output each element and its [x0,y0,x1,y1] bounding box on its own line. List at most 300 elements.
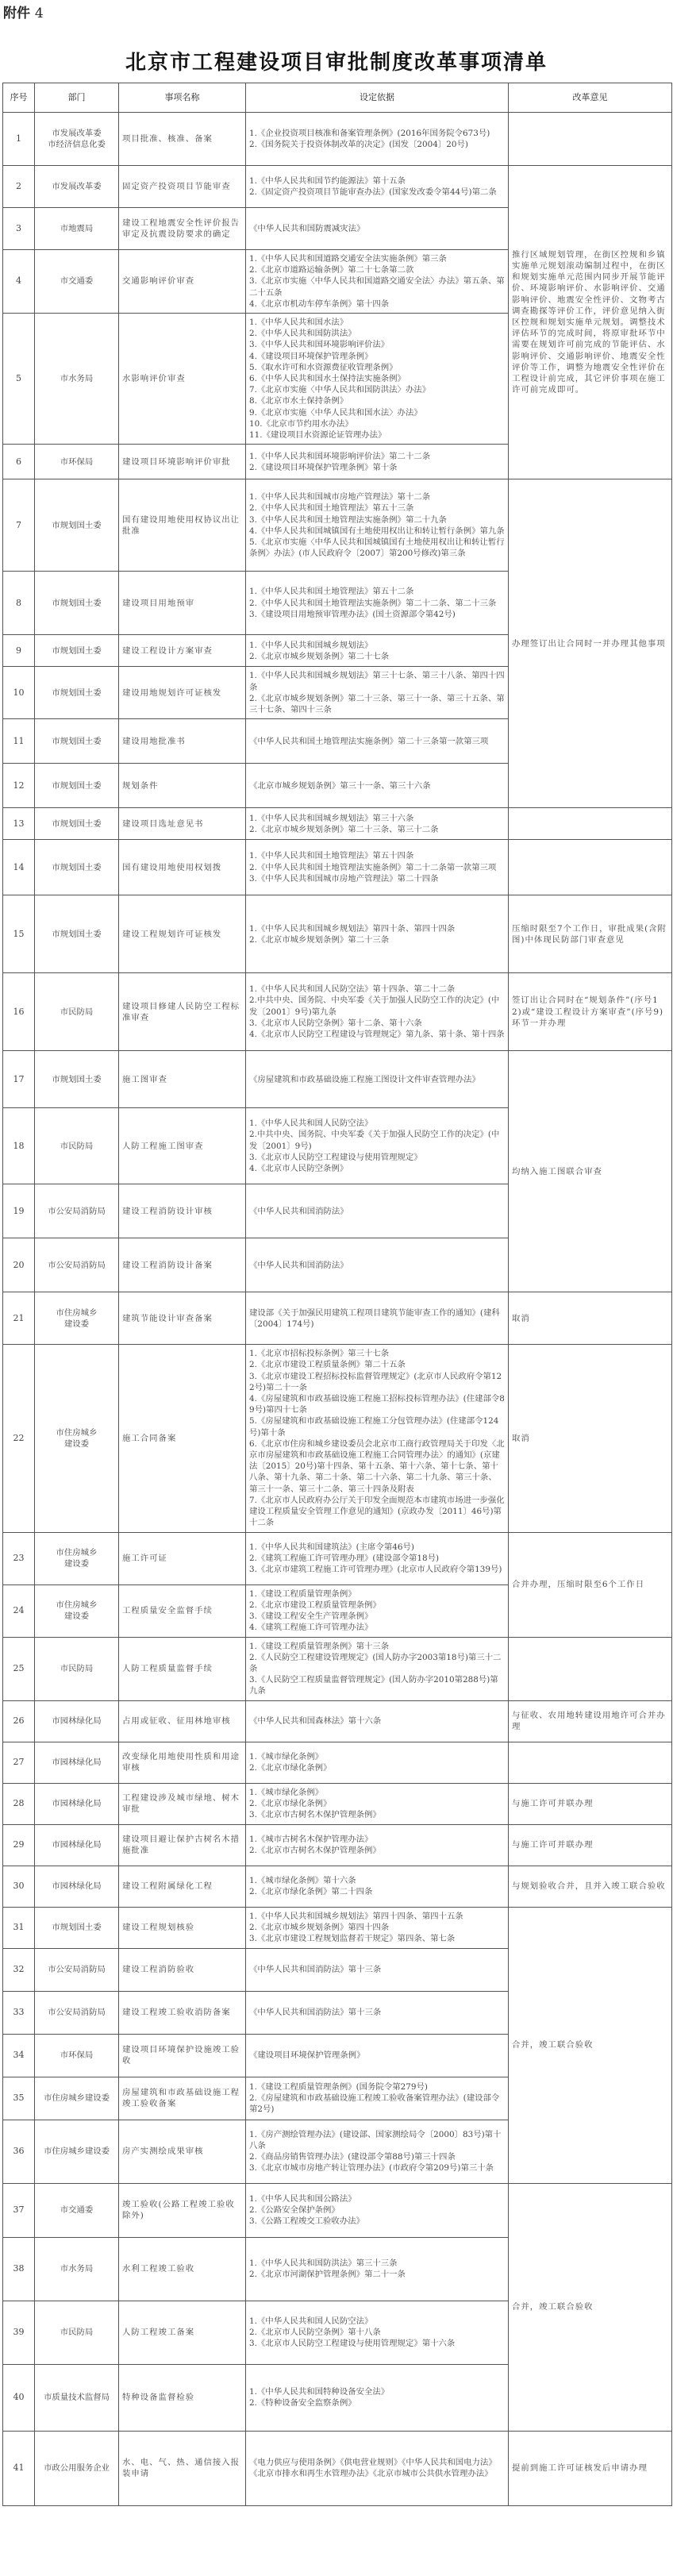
row-number: 34 [3,2034,35,2077]
legal-basis-line: 2.《北京市建设工程质量管理条例》 [249,1600,381,1610]
reform-opinion: 与施工许可并联办理 [509,1824,672,1866]
department-cell [35,2077,119,2120]
legal-basis-line: 1.《房产测绘管理办法》(建设部、国家测绘局令〔2000〕83号)第十八条 [249,2129,502,2151]
legal-basis-line: 4.《中华人民共和国城镇国有土地使用权出让和转让暂行条例》第九条 [249,526,505,536]
department-name: 市公安局消防局 [48,2007,106,2017]
legal-basis-cell [246,2237,509,2301]
legal-basis-line: 2.《北京市城乡规划条例》第二十三条、第三十二条 [249,824,439,834]
legal-basis-line: 1.《中华人民共和国城乡规划法》第三十六条 [249,813,414,823]
table-row [3,1824,672,1866]
department-name: 市规划国土委 [52,645,102,656]
department-name: 市民防局 [60,2327,94,2337]
department-name: 市发展改革委 [52,181,102,191]
legal-basis-line: 7.《北京市人民政府办公厅关于印发全面规范本市建筑市场进一步强化建设工程质量安全管理工作意见的通知》(京政办发〔2011〕46号)第十二条 [249,1495,505,1528]
department-name: 市交通委 [60,276,94,287]
item-name: 建设工程消防验收 [119,1948,246,1991]
legal-basis-cell [246,1184,509,1238]
legal-basis-line: 2.《中华人民共和国土地管理法实施条例》第二十二条第一款第三项 [249,862,497,872]
item-name: 水影响评价审查 [119,314,246,445]
row-number: 39 [3,2301,35,2364]
legal-basis-line: 《房屋建筑和市政基础设施工程施工图设计文件审查管理办法》 [249,1074,480,1084]
legal-basis-cell [246,445,509,479]
attachment-label [3,2,44,21]
legal-basis-cell [246,1108,509,1184]
table-row [3,1866,672,1907]
legal-basis-line: 3.《北京市建设工程规划监督若干规定》第四条、第七条 [249,1934,456,1944]
legal-basis-cell [246,764,509,808]
department-name: 市规划国土委 [52,929,102,939]
legal-basis-line: 2.《特种设备安全监察条例》 [249,2398,356,2409]
legal-basis-line: 2.《北京市人民防空条例》第十八条 [249,2327,381,2337]
legal-basis-line: 3.《人民防空工程质量监督管理规定》(国人防办字2010第288号)第九条 [249,1675,498,1696]
row-number: 18 [3,1108,35,1184]
legal-basis-cell [246,2364,509,2431]
item-name: 建设工程规划许可证核发 [119,895,246,973]
legal-basis-line: 3.《北京市城市房地产转让管理办法》(市政府令第209号)第三十条 [249,2163,494,2174]
item-name: 人防工程质量监督手续 [119,1637,246,1700]
row-number: 4 [3,250,35,314]
department-cell [35,840,119,895]
department-cell [35,2364,119,2431]
legal-basis-line: 1.《中华人民共和国城乡规划法》第四十条、第四十四条 [249,923,456,934]
legal-basis-cell [246,1238,509,1292]
legal-basis-cell [246,2431,509,2505]
legal-basis-line: 3.《中华人民共和国环境影响评价法》 [249,340,390,350]
legal-basis-cell [246,208,509,250]
department-name: 市交通委 [60,2204,94,2215]
reform-opinion: 推行区域规划管理，在街区控规和乡镇实施单元规划滚动编制过程中，在街区和规划实施单元范围内同步开展节能评价、环境影响评价、水影响评价、交通影响评价、地震安全性评价、文物考古调查勘探等评价工作，评价意见纳入街区控规和规划实施单元规划。调整技术评估环节的完成时间，将原审批环节中需要在规划许可前完成的节能评估、水影响评价、交通影响评价、地震安全性评价等工作，调整为地震安全性评价在工程设计前完成，其它评价事项在施工许可前完成即可。 [509,166,672,479]
table-row [3,1700,672,1742]
row-number: 19 [3,1184,35,1238]
department-name: 市质量技术监督局 [43,2392,110,2402]
legal-basis-cell [246,250,509,314]
row-number: 17 [3,1051,35,1108]
legal-basis-line: 1.《建设工程质量管理条例》(国务院令第279号) [249,2081,428,2092]
reform-opinion [509,1637,672,1700]
department-cell [35,1051,119,1108]
department-cell [35,1742,119,1783]
legal-basis-line: 1.《中华人民共和国城乡规划法》第三十七条、第三十八条、第四十四条 [249,671,505,692]
legal-basis-cell [246,635,509,667]
item-name: 建设项目环境保护设施竣工验收 [119,2034,246,2077]
legal-basis-line: 1.《中华人民共和国道路交通安全法实施条例》第三条 [249,254,447,264]
row-number: 9 [3,635,35,667]
legal-basis-line: 1.《中华人民共和国城乡规划法》 [249,640,373,650]
row-number: 3 [3,208,35,250]
reform-opinion: 与规划验收合并，且并入竣工联合验收 [509,1866,672,1907]
legal-basis-cell [246,1742,509,1783]
row-number: 21 [3,1292,35,1345]
legal-basis-line: 4.《北京市机动车停车条例》第十四条 [249,298,390,309]
legal-basis-line: 2.《北京市城乡规划条例》第四十四条 [249,1922,390,1932]
department-cell [35,250,119,314]
item-name: 施工合同备案 [119,1345,246,1532]
row-number: 41 [3,2431,35,2505]
legal-basis-cell [246,479,509,572]
table-row [3,1532,672,1584]
department-name: 市住房城乡建设委 [43,2093,110,2103]
legal-basis-line: 1.《中华人民共和国城乡规划法》第四十四条、第四十五条 [249,1911,463,1921]
legal-basis-cell [246,1345,509,1532]
legal-basis-cell [246,1532,509,1584]
department-name: 市规划国土委 [52,862,102,872]
column-header-item: 事项名称 [119,83,246,113]
legal-basis-line: 11.《建设项目水资源论证管理办法》 [249,430,386,441]
department-cell [35,667,119,719]
row-number: 6 [3,445,35,479]
row-number: 40 [3,2364,35,2431]
reform-opinion [509,840,672,895]
legal-basis-cell [246,572,509,635]
reform-opinion: 压缩时限至7个工作日，审批成果(含附图)中体现民防部门审查意见 [509,895,672,973]
legal-basis-line: 3.《中华人民共和国土地管理法实施条例》第二十九条 [249,514,447,525]
legal-basis-line: 《北京市城乡规划条例》第三十一条、第三十六条 [249,780,431,791]
legal-basis-cell [246,1292,509,1345]
item-name: 建筑节能设计审查备案 [119,1292,246,1345]
department-name: 市公安局消防局 [48,1964,106,1974]
department-name: 市园林绿化局 [52,1715,102,1726]
department-cell [35,166,119,208]
item-name: 建设工程消防设计审核 [119,1184,246,1238]
row-number: 25 [3,1637,35,1700]
legal-basis-line: 1.《建设工程质量管理条例》 [249,1588,356,1599]
item-name: 建设工程附属绿化工程 [119,1866,246,1907]
legal-basis-line: 1.《中华人民共和国人民防空法》 [249,2316,373,2326]
row-number: 11 [3,719,35,764]
table-row [3,973,672,1051]
legal-basis-line: 3.《建设项目用地预审管理办法》(国土资源部令第42号) [249,609,456,619]
row-number: 13 [3,808,35,840]
legal-basis-cell [246,2034,509,2077]
legal-basis-line: 2.《公路安全保护条例》 [249,2204,340,2215]
legal-basis-line: 3.《北京市建设工程招标投标监督管理规定》(北京市人民政府令第122号)第二十一条 [249,1371,502,1392]
item-name: 建设用地批准书 [119,719,246,764]
department-cell [35,1783,119,1824]
department-cell [35,635,119,667]
legal-basis-line: 4.《北京市人民防空工程建设与管理规定》第九条、第十条、第十四条 [249,1030,505,1040]
legal-basis-line: 2.《房屋建筑和市政基础设施工程竣工验收备案管理办法》(建设部令第2号) [249,2093,500,2115]
reform-opinion: 取消 [509,1292,672,1345]
item-name: 建设工程设计方案审查 [119,635,246,667]
department-cell [35,719,119,764]
department-name: 市地震局 [60,223,94,233]
item-name: 施工许可证 [119,1532,246,1584]
department-name: 市水务局 [60,374,94,384]
department-cell [35,572,119,635]
legal-basis-line: 3.《公路工程竣交工验收办法》 [249,2216,364,2227]
department-name: 市住房城乡建设委 [43,2146,110,2156]
legal-basis-cell [246,2120,509,2183]
item-name: 人防工程施工图审查 [119,1108,246,1184]
legal-basis-line: 《中华人民共和国森林法》第十六条 [249,1715,382,1726]
row-number: 35 [3,2077,35,2120]
item-name: 建设工程竣工验收消防备案 [119,1991,246,2034]
row-number: 30 [3,1866,35,1907]
table-row [3,1742,672,1783]
legal-basis-line: 1.《中华人民共和国环境影响评价法》第二十二条 [249,451,431,461]
row-number: 33 [3,1991,35,2034]
row-number: 24 [3,1584,35,1637]
department-name: 市环保局 [60,2050,94,2060]
row-number: 14 [3,840,35,895]
row-number: 23 [3,1532,35,1584]
legal-basis-line: 2.中共中央、国务院、中央军委《关于加强人民防空工作的决定》(中发〔2001〕9号) [249,1130,500,1151]
legal-basis-cell [246,1824,509,1866]
row-number: 28 [3,1783,35,1824]
department-name: 市住房城乡 [56,1307,98,1318]
legal-basis-line: 5.《取水许可和水资源费征收管理条例》 [249,362,398,372]
row-number: 38 [3,2237,35,2301]
table-header-row [3,83,672,113]
row-number: 37 [3,2183,35,2237]
legal-basis-cell [246,314,509,445]
legal-basis-line: 3.《北京市人民防空条例》第十二条、第十六条 [249,1018,422,1028]
legal-basis-line: 2.《人民防空工程建设管理规定》(国人防办字2003第18号)第三十二条 [249,1652,502,1673]
department-cell [35,1948,119,1991]
item-name: 竣工验收(公路工程竣工验收除外) [119,2183,246,2237]
item-name: 人防工程竣工备案 [119,2301,246,2364]
department-name: 市园林绿化局 [52,1881,102,1891]
legal-basis-line: 1.《企业投资项目核准和备案管理条例》(2016年国务院令673号) [249,128,490,138]
department-cell [35,1108,119,1184]
legal-basis-line: 6.《北京市住房和城乡建设委员会北京市工商行政管理局关于印发〈北京市房屋建筑和市政基础设施工程施工合同管理办法〉的通知》(京建法〔2015〕20号)第十四条、第十五条、第十六条、第十七条、第十八条、第十九条、第二十条、第二十六条、第二十九条、第三十条、第三十一条、第三十二条、第三十四条及附表 [249,1438,505,1494]
legal-basis-line: 2.《中华人民共和国土地管理法实施条例》第二十二条、第二十三条 [249,598,497,608]
legal-basis-line: 2.《商品房销售管理办法》(建设部令第88号)第三十四条 [249,2152,456,2162]
row-number: 10 [3,667,35,719]
legal-basis-cell [246,1051,509,1108]
legal-basis-line: 2.《建设项目环境保护管理条例》第十条 [249,462,398,472]
row-number: 16 [3,973,35,1051]
legal-basis-line: 2.《北京市绿化条例》第二十四条 [249,1887,373,1897]
department-name: 市住房城乡 [56,1600,98,1610]
department-cell [35,808,119,840]
item-name: 特种设备监督检验 [119,2364,246,2431]
table-row [3,1637,672,1700]
item-name: 建设项目选址意见书 [119,808,246,840]
department-cell [35,2120,119,2183]
item-name: 建设项目用地预审 [119,572,246,635]
item-name: 国有建设用地使用权协议出让批准 [119,479,246,572]
column-header-dept: 部门 [35,83,119,113]
department-name: 市规划国土委 [52,1074,102,1084]
table-row [3,1345,672,1532]
legal-basis-line: 1.《中华人民共和国水法》 [249,318,348,328]
row-number: 26 [3,1700,35,1742]
table-row [3,2431,672,2505]
reform-opinion: 合并办理，压缩时限至6个工作日 [509,1532,672,1637]
legal-basis-cell [246,113,509,166]
legal-basis-line: 10.《北京市节约用水办法》 [249,418,353,429]
column-header-no: 序号 [3,83,35,113]
legal-basis-line: 2.《北京市河湖保护管理条例》第二十一条 [249,2270,406,2280]
department-name: 市园林绿化局 [52,1839,102,1850]
legal-basis-line: 1.《中华人民共和国特种设备安全法》 [249,2386,390,2397]
legal-basis-line: 7.《北京市实施〈中华人民共和国防洪法〉办法》 [249,385,431,395]
item-name: 工程建设涉及城市绿地、树木审批 [119,1783,246,1824]
reform-opinion [509,113,672,166]
department-cell [35,895,119,973]
attachment-number: 4 [34,6,44,21]
item-name: 规划条件 [119,764,246,808]
department-cell [35,1584,119,1637]
legal-basis-line: 1.《中华人民共和国防洪法》第三十三条 [249,2258,398,2268]
legal-basis-line: 2.《北京市道路运输条例》第二十七条第二款 [249,265,414,275]
department-cell [35,1238,119,1292]
legal-basis-line: 6.《中华人民共和国水土保持法实施条例》 [249,374,406,384]
department-cell [35,1700,119,1742]
row-number: 32 [3,1948,35,1991]
legal-basis-line: 1.《中华人民共和国人民防空法》 [249,1119,373,1129]
department-cell [35,764,119,808]
legal-basis-line: 3.《北京市人民防空工程建设与使用管理规定》第十六条 [249,2339,456,2349]
department-cell [35,2034,119,2077]
item-name: 建设项目修建人民防空工程标准审查 [119,973,246,1051]
department-name: 市民防局 [60,1663,94,1673]
department-name: 市规划国土委 [52,687,102,698]
item-name: 建设工程消防设计备案 [119,1238,246,1292]
legal-basis-line: 4.《建设项目环境保护管理条例》 [249,351,373,361]
legal-basis-line: 4.《北京市人民防空条例》 [249,1164,348,1174]
department-name: 建设委 [63,1319,90,1329]
item-name: 占用或征收、征用林地审核 [119,1700,246,1742]
item-name: 水利工程竣工验收 [119,2237,246,2301]
department-name: 市规划国土委 [52,598,102,608]
legal-basis-line: 3.《北京市古树名木保护管理条例》 [249,1810,381,1820]
department-cell [35,1184,119,1238]
legal-basis-line: 5.《北京市实施〈中华人民共和国城镇国有土地使用权出让和转让暂行条例〉办法》(市人民政府令〔2007〕第200号修改)第三条 [249,537,505,559]
legal-basis-line: 1.《北京市招标投标条例》第三十七条 [249,1349,390,1359]
legal-basis-line: 1.《中华人民共和国城市房地产管理法》第十二条 [249,492,431,502]
legal-basis-line: 1.《中华人民共和国土地管理法》第五十四条 [249,851,414,861]
legal-basis-line: 1.《中华人民共和国建筑法》(主席令第46号) [249,1542,414,1552]
department-cell [35,314,119,445]
department-cell [35,2301,119,2364]
reform-opinion [509,1742,672,1783]
department-cell [35,479,119,572]
department-cell [35,1991,119,2034]
legal-basis-line: 《中华人民共和国土地管理法实施条例》第二十三条第一款第三项 [249,736,489,746]
legal-basis-cell [246,1700,509,1742]
reform-opinion: 与施工许可并联办理 [509,1783,672,1824]
reform-opinion: 办理签订出让合同时一并办理其他事项 [509,479,672,808]
legal-basis-line: 8.《北京市水土保持条例》 [249,396,348,406]
table-row [3,113,672,166]
legal-basis-cell [246,1866,509,1907]
legal-basis-line: 2.《建筑工程施工许可管理办理》(建设部令第18号) [249,1553,440,1563]
legal-basis-cell [246,667,509,719]
legal-basis-line: 2.《北京市绿化条例》 [249,1798,332,1808]
item-name: 施工图审查 [119,1051,246,1108]
department-cell [35,1866,119,1907]
department-name: 市规划国土委 [52,1922,102,1932]
department-name: 市规划国土委 [52,818,102,829]
row-number: 22 [3,1345,35,1532]
legal-basis-line: 2.《国务院关于投资体制改革的决定》(国发〔2004〕20号) [249,140,468,149]
department-name: 市民防局 [60,1007,94,1017]
department-name: 市经济信息化委 [48,140,106,149]
legal-basis-cell [246,166,509,208]
department-name: 建设委 [63,1438,90,1449]
item-name: 建设项目环境影响评价审批 [119,445,246,479]
legal-basis-line: 《中华人民共和国消防法》第十三条 [249,1964,382,1974]
legal-basis-line: 2.《中华人民共和国土地管理法》第五十三条 [249,503,414,514]
department-name: 市住房城乡 [56,1427,98,1438]
legal-basis-cell [246,1637,509,1700]
department-name: 市公安局消防局 [48,1206,106,1216]
legal-basis-cell [246,1991,509,2034]
department-cell [35,113,119,166]
legal-basis-line: 4.《建筑工程施工许可管理办法》 [249,1623,373,1633]
reform-opinion: 取消 [509,1345,672,1532]
legal-basis-line: 3.《北京市建筑工程施工许可管理办理》(北京市人民政府令第139号) [249,1565,502,1575]
department-cell [35,208,119,250]
department-name: 市规划国土委 [52,736,102,746]
table-row [3,1907,672,1948]
department-name: 建设委 [63,1559,90,1569]
reform-opinion: 均纳入施工图联合审查 [509,1051,672,1292]
item-name: 房产实测绘成果审核 [119,2120,246,2183]
legal-basis-line: 5.《房屋建筑和市政基础设施工程施工分包管理办法》(住建部令124号)第十条 [249,1416,499,1438]
legal-basis-line: 2.中共中央、国务院、中央军委《关于加强人民防空工作的决定》(中发〔2001〕9号)第九条 [249,995,500,1017]
item-name: 建设用地规划许可证核发 [119,667,246,719]
legal-basis-line: 1.《城市绿化条例》 [249,1787,324,1797]
department-cell [35,1637,119,1700]
department-name: 建设委 [63,1611,90,1621]
reform-opinion: 与征收、农用地转建设用地许可合并办理 [509,1700,672,1742]
legal-basis-line: 1.《中华人民共和国土地管理法》第五十二条 [249,587,414,597]
legal-basis-cell [246,2183,509,2237]
department-cell [35,1345,119,1532]
page-title: 北京市工程建设项目审批制度改革事项清单 [125,51,548,75]
legal-basis-line: 1.《城市古树名木保护管理办法》 [249,1834,373,1844]
table-row [3,1051,672,1108]
table-row [3,479,672,572]
legal-basis-line: 1.《中华人民共和国人民防空法》第十四条、第二十二条 [249,984,456,995]
item-name: 项目批准、核准、备案 [119,113,246,166]
row-number: 31 [3,1907,35,1948]
legal-basis-line: 3.《建设工程安全生产管理条例》 [249,1611,373,1621]
department-name: 市政公用服务企业 [43,2462,110,2473]
legal-basis-cell [246,1948,509,1991]
legal-basis-line: 3.《北京市实施〈中华人民共和国道路交通安全法〉办法》第五条、第二十五条 [249,276,505,298]
department-cell [35,2237,119,2301]
reform-opinion: 签订出让合同时在“规划条件”(序号12)或“建设工程设计方案审查”(序号9)环节一并办理 [509,973,672,1051]
row-number: 2 [3,166,35,208]
legal-basis-line: 2.《中华人民共和国防洪法》 [249,329,356,339]
legal-basis-cell [246,1584,509,1637]
item-name: 房屋建筑和市政基础设施工程竣工验收备案 [119,2077,246,2120]
reform-opinion: 合并，竣工联合验收 [509,1907,672,2183]
item-name: 建设项目避让保护古树名木措施批准 [119,1824,246,1866]
department-cell [35,1532,119,1584]
legal-basis-cell [246,1907,509,1948]
item-name: 水、电、气、热、通信接入报装申请 [119,2431,246,2505]
column-header-opinion: 改革意见 [509,83,672,113]
row-number: 27 [3,1742,35,1783]
legal-basis-line: 1.《中华人民共和国公路法》 [249,2193,356,2204]
row-number: 15 [3,895,35,973]
department-name: 市园林绿化局 [52,1757,102,1767]
department-cell [35,2431,119,2505]
department-cell [35,1907,119,1948]
legal-basis-cell [246,2301,509,2364]
department-name: 市住房城乡 [56,1547,98,1558]
legal-basis-line: 9.《北京市实施〈中华人民共和国水法〉办法》 [249,407,422,418]
department-name: 市园林绿化局 [52,1798,102,1808]
item-name: 国有建设用地使用权划拨 [119,840,246,895]
department-name: 市民防局 [60,1141,94,1151]
legal-basis-cell [246,895,509,973]
